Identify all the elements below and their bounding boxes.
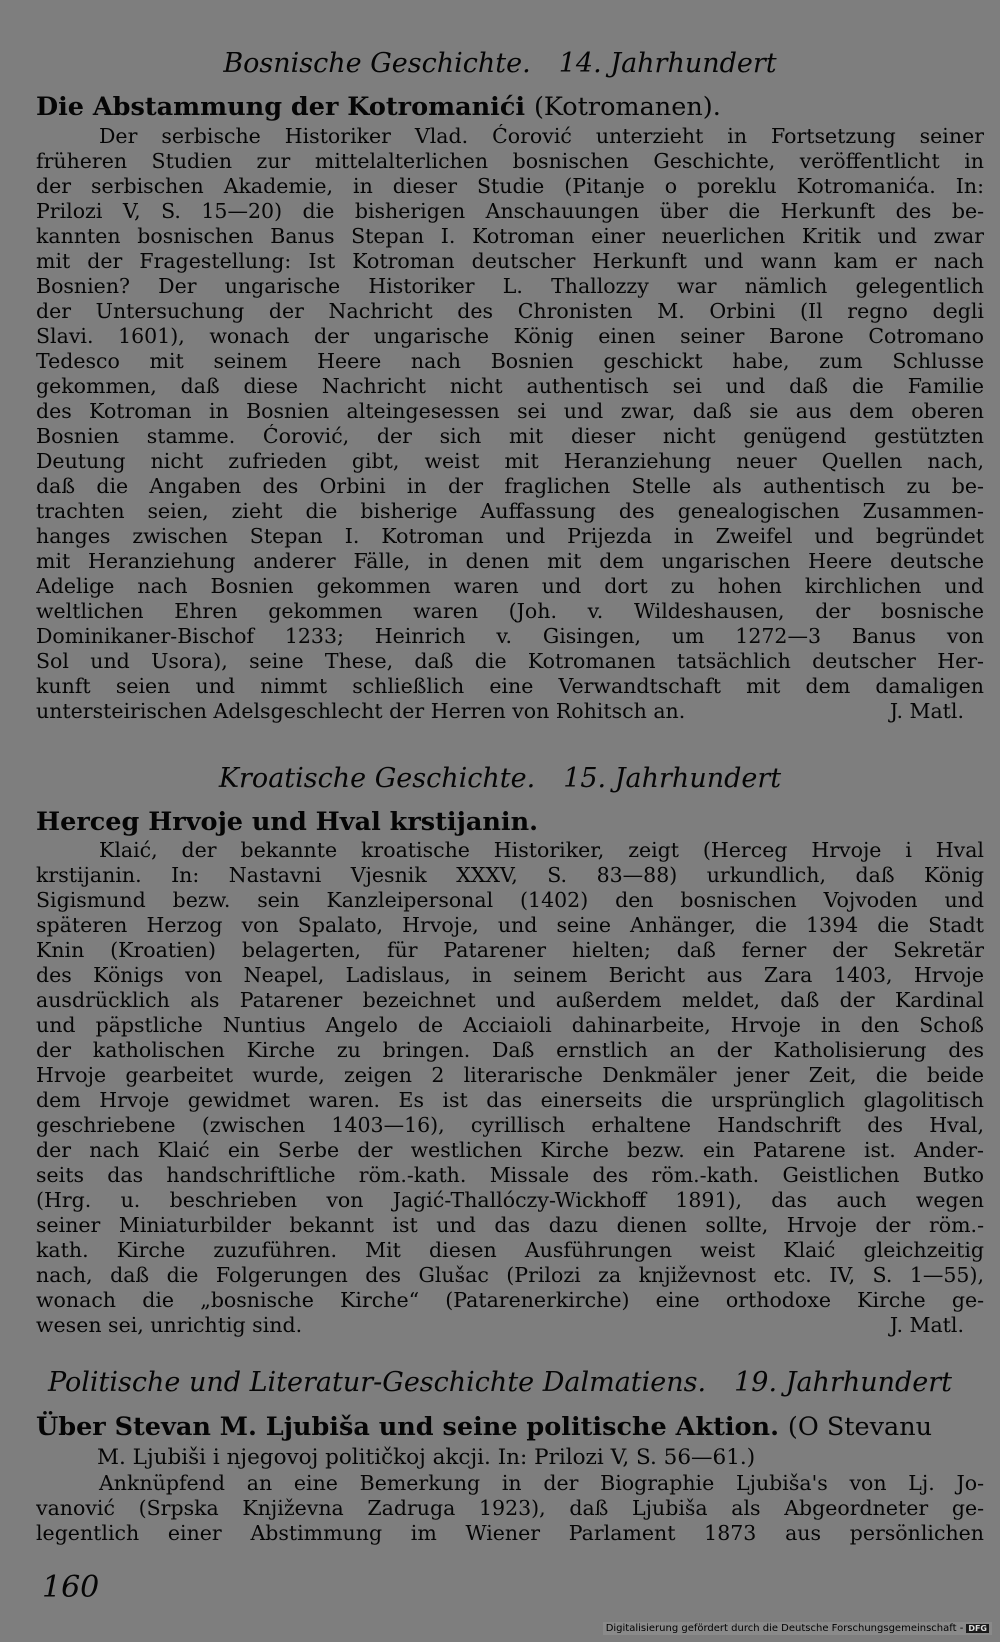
author-signature: J. Matl. <box>889 699 964 723</box>
text-line: seiner Miniaturbilder bekannt ist und das dazu dienen sollte, Hrvoje der röm.- <box>36 1213 984 1237</box>
section-heading-subject: Politische und Literatur-Geschichte Dalmatiens. <box>47 1367 707 1398</box>
text-line: der Untersuchung der Nachricht des Chronisten M. Orbini (Il regno degli <box>36 299 984 323</box>
article-title <box>36 92 721 122</box>
article-body <box>36 838 984 1338</box>
text-line: legentlich einer Abstimmung im Wiener Parlament 1873 aus persönlichen <box>36 1521 984 1545</box>
text-line: der katholischen Kirche zu bringen. Daß ernstlich an der Katholisierung des <box>36 1038 984 1062</box>
text-line: Deutung nicht zufrieden gibt, weist mit Heranziehung neuer Quellen nach, <box>36 449 984 473</box>
text-line: kannten bosnischen Banus Stepan I. Kotroman einer neuerlichen Kritik und zwar <box>36 224 984 248</box>
text-line-last <box>36 1313 984 1338</box>
section-heading <box>0 1367 1000 1399</box>
author-signature: J. Matl. <box>889 1313 964 1337</box>
text-line: weltlichen Ehren gekommen waren (Joh. v. Wildeshausen, der bosnische <box>36 599 984 623</box>
text-line: Slavi. 1601), wonach der ungarische König einen seiner Barone Cotromano <box>36 324 984 348</box>
text-line: kath. Kirche zuzuführen. Mit diesen Ausführungen weist Klaić gleichzeitig <box>36 1238 984 1262</box>
text-line: Anknüpfend an eine Bemerkung in der Biographie Ljubiša's von Lj. Jo- <box>99 1471 984 1495</box>
article-body <box>36 124 984 724</box>
text-line: des Königs von Neapel, Ladislaus, in seinem Bericht aus Zara 1403, Hrvoje <box>36 963 984 987</box>
text-line: geschriebene (zwischen 1403—16), cyrillisch erhaltene Handschrift des Hval, <box>36 1113 984 1137</box>
section-heading-century: 19. Jahrhundert <box>734 1367 953 1398</box>
text-line: Sol und Usora), seine These, daß die Kotromanen tatsächlich deutscher Her- <box>36 649 984 673</box>
text-line: krstijanin. In: Nastavni Vjesnik XXXV, S. 83—88) urkundlich, daß König <box>36 863 984 887</box>
text-line-content: untersteirischen Adelsgeschlecht der Herren von Rohitsch an. <box>36 699 686 723</box>
text-line: vanović (Srpska Književna Zadruga 1923), daß Ljubiša als Abgeordneter ge- <box>36 1496 984 1520</box>
text-line: Adelige nach Bosnien gekommen waren und dort zu hohen kirchlichen und <box>36 574 984 598</box>
text-line: mit Heranziehung anderer Fälle, in denen mit dem ungarischen Heere deutsche <box>36 549 984 573</box>
text-line: gekommen, daß diese Nachricht nicht authentisch sei und daß die Familie <box>36 374 984 398</box>
text-line: mit der Fragestellung: Ist Kotroman deutscher Herkunft und wann kam er nach <box>36 249 984 273</box>
text-line: Knin (Kroatien) belagerten, für Patarener hielten; daß ferner der Sekretär <box>36 938 984 962</box>
text-line: Dominikaner-Bischof 1233; Heinrich v. Gisingen, um 1272—3 Banus von <box>36 624 984 648</box>
text-line: dem Hrvoje gewidmet waren. Es ist das einerseits die ursprünglich glagolitisch <box>36 1088 984 1112</box>
article-title-text: Die Abstammung der Kotromanići <box>36 92 526 122</box>
section-heading-century: 15. Jahrhundert <box>563 763 782 794</box>
text-line: Sigismund bezw. sein Kanzleipersonal (1402) den bosnischen Vojvoden und <box>36 888 984 912</box>
text-line: Hrvoje gearbeitet wurde, zeigen 2 literarische Denkmäler jener Zeit, die beide <box>36 1063 984 1087</box>
text-line: der nach Klaić ein Serbe der westlichen Kirche bezw. ein Patarene ist. Ander- <box>36 1138 984 1162</box>
article-body <box>36 1471 984 1546</box>
text-line: hanges zwischen Stepan I. Kotroman und Prijezda in Zweifel und begründet <box>36 524 984 548</box>
text-line: nach, daß die Folgerungen des Glušac (Prilozi za književnost etc. IV, S. 1—55), <box>36 1263 984 1287</box>
section-heading <box>0 48 1000 80</box>
text-line: ausdrücklich als Patarener bezeichnet und außerdem meldet, daß der Kardinal <box>36 988 984 1012</box>
section-heading-century: 14. Jahrhundert <box>558 48 777 79</box>
dfg-logo-icon: DFG <box>968 1624 987 1633</box>
text-line: Bosnien stamme. Ćorović, der sich mit dieser nicht genügend gestützten <box>36 424 984 448</box>
article-title <box>36 1412 932 1442</box>
text-line: früheren Studien zur mittelalterlichen bosnischen Geschichte, veröffentlicht in <box>36 149 984 173</box>
article-title-text: Über Stevan M. Ljubiša und seine politische Aktion. <box>36 1412 779 1442</box>
page-number: 160 <box>42 1570 100 1605</box>
text-line: Klaić, der bekannte kroatische Historiker, zeigt (Herceg Hrvoje i Hval <box>99 838 984 862</box>
text-line: späteren Herzog von Spalato, Hrvoje, und seine Anhänger, die 1394 die Stadt <box>36 913 984 937</box>
text-line: des Kotroman in Bosnien alteingesessen sei und zwar, daß sie aus dem oberen <box>36 399 984 423</box>
article-title-text: Herceg Hrvoje und Hval krstijanin. <box>36 807 538 837</box>
article-title-paren: (Kotromanen). <box>533 92 721 122</box>
text-line-content: wesen sei, unrichtig sind. <box>36 1313 303 1337</box>
text-line: der serbischen Akademie, in dieser Studie (Pitanje o poreklu Kotromanića. In: <box>36 174 984 198</box>
article-title-paren: (O Stevanu <box>787 1412 933 1442</box>
text-line: wonach die „bosnische Kirche“ (Patarenerkirche) eine orthodoxe Kirche ge- <box>36 1288 984 1312</box>
section-heading <box>0 763 1000 795</box>
text-line: Prilozi V, S. 15—20) die bisherigen Anschauungen über die Herkunft des be- <box>36 199 984 223</box>
text-line: Bosnien? Der ungarische Historiker L. Thallozzy war nämlich gelegentlich <box>36 274 984 298</box>
text-line: und päpstliche Nuntius Angelo de Acciaioli dahinarbeite, Hrvoje in den Schoß <box>36 1013 984 1037</box>
section-heading-subject: Bosnische Geschichte. <box>223 48 531 79</box>
text-line: daß die Angaben des Orbini in der fraglichen Stelle als authentisch zu be- <box>36 474 984 498</box>
text-line: Tedesco mit seinem Heere nach Bosnien geschickt habe, zum Schlusse <box>36 349 984 373</box>
article-title <box>36 807 538 837</box>
text-line: (Hrg. u. beschrieben von Jagić-Thallóczy-Wickhoff 1891), das auch wegen <box>36 1188 984 1212</box>
article-subtitle: M. Ljubiši i njegovoj političkoj akcji. In: Prilozi V, S. 56—61.) <box>97 1445 756 1470</box>
text-line: kunft seien und nimmt schließlich eine Verwandtschaft mit dem damaligen <box>36 674 984 698</box>
digitization-credit-text: Digitalisierung gefördert durch die Deutsche Forschungsgemeinschaft - <box>605 1623 964 1634</box>
text-line: Der serbische Historiker Vlad. Ćorović unterzieht in Fortsetzung seiner <box>99 124 984 148</box>
digitization-credit <box>603 1622 992 1635</box>
text-line: trachten seien, zieht die bisherige Auffassung des genealogischen Zusammen- <box>36 499 984 523</box>
section-heading-subject: Kroatische Geschichte. <box>218 763 536 794</box>
text-line-last <box>36 699 984 724</box>
text-line: seits das handschriftliche röm.-kath. Missale des röm.-kath. Geistlichen Butko <box>36 1163 984 1187</box>
